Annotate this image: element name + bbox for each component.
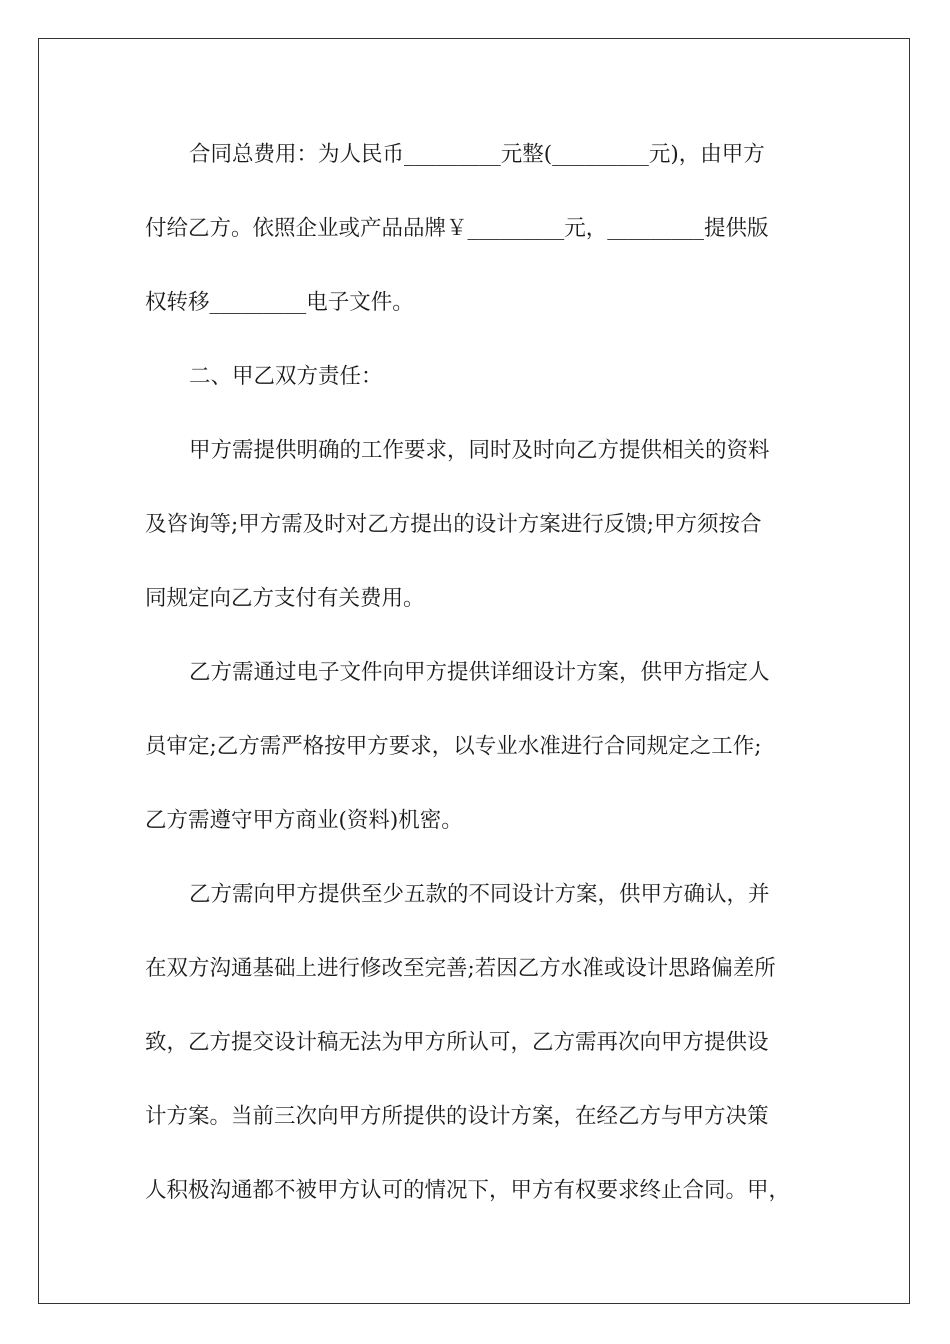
text-line: 计方案。当前三次向甲方所提供的设计方案，在经乙方与甲方决策	[145, 1104, 769, 1129]
text-line: 付给乙方。依照企业或产品品牌￥_________元，_________提供版	[145, 216, 769, 241]
text-line: 员审定;乙方需严格按甲方要求，以专业水准进行合同规定之工作;	[145, 734, 762, 759]
text-line: 合同总费用：为人民币_________元整(_________元)，由甲方	[189, 142, 765, 167]
text-line: 权转移_________电子文件。	[145, 290, 414, 315]
text-line: 致，乙方提交设计稿无法为甲方所认可，乙方需再次向甲方提供设	[145, 1030, 769, 1055]
text-line: 同规定向乙方支付有关费用。	[145, 586, 425, 611]
text-line: 乙方需遵守甲方商业(资料)机密。	[145, 808, 463, 833]
document-body	[145, 118, 805, 1228]
text-line: 人积极沟通都不被甲方认可的情况下，甲方有权要求终止合同。甲，	[145, 1178, 791, 1203]
text-line: 在双方沟通基础上进行修改至完善;若因乙方水准或设计思路偏差所	[145, 956, 776, 981]
text-line: 乙方需向甲方提供至少五款的不同设计方案，供甲方确认，并	[189, 882, 770, 907]
text-line: 及咨询等;甲方需及时对乙方提出的设计方案进行反馈;甲方须按合	[145, 512, 762, 537]
text-line: 乙方需通过电子文件向甲方提供详细设计方案，供甲方指定人	[189, 660, 770, 685]
text-line: 甲方需提供明确的工作要求，同时及时向乙方提供相关的资料	[189, 438, 770, 463]
section-heading: 二、甲乙双方责任：	[189, 364, 383, 389]
